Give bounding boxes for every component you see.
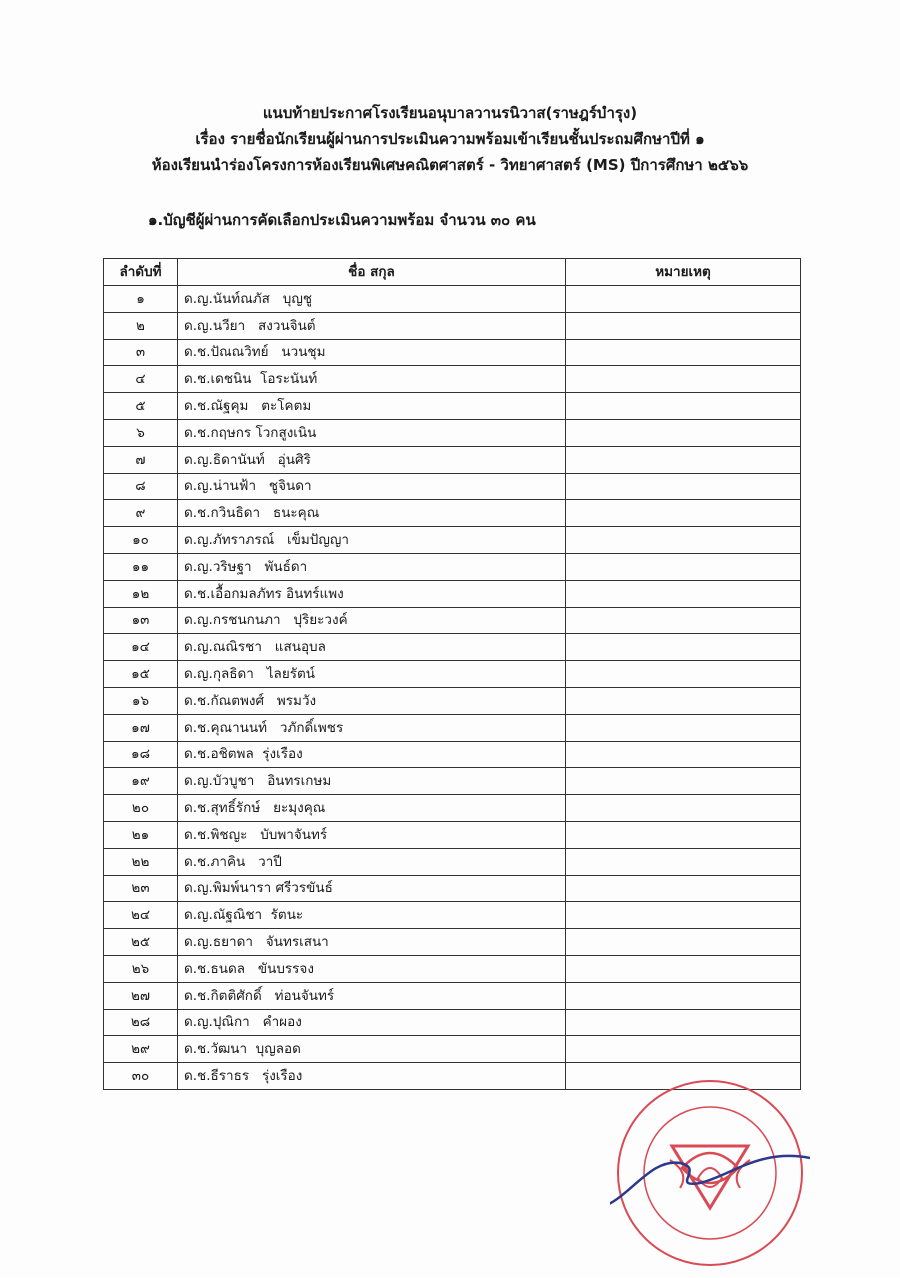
row-number: ๓ — [104, 339, 178, 366]
row-number: ๒๙ — [104, 1036, 178, 1063]
row-number: ๖ — [104, 419, 178, 446]
table-row — [104, 929, 801, 956]
row-number: ๗ — [104, 446, 178, 473]
student-name: ด.ช.พิชญะ บับพาจันทร์ — [178, 821, 566, 848]
row-number: ๑๒ — [104, 580, 178, 607]
student-name: ด.ญ.บัวบูชา อินทรเกษม — [178, 768, 566, 795]
row-remark — [566, 687, 801, 714]
row-remark — [566, 714, 801, 741]
student-name: ด.ญ.น่านฟ้า ชูจินดา — [178, 473, 566, 500]
row-remark — [566, 768, 801, 795]
table-row — [104, 902, 801, 929]
row-remark — [566, 955, 801, 982]
table-row — [104, 580, 801, 607]
student-name: ด.ญ.กุลธิดา ไลยรัตน์ — [178, 661, 566, 688]
row-remark — [566, 393, 801, 420]
row-number: ๒๘ — [104, 1009, 178, 1036]
row-remark — [566, 634, 801, 661]
table-row — [104, 741, 801, 768]
student-name: ด.ญ.กรชนกนภา ปุริยะวงค์ — [178, 607, 566, 634]
student-name: ด.ช.กวินธิดา ธนะคุณ — [178, 500, 566, 527]
student-name: ด.ญ.วริษฐา พันธ์ดา — [178, 553, 566, 580]
row-number: ๙ — [104, 500, 178, 527]
row-remark — [566, 741, 801, 768]
row-number: ๒๗ — [104, 982, 178, 1009]
student-name: ด.ช.สุทธิ์รักษ์ ยะมุงคุณ — [178, 795, 566, 822]
row-number: ๑๘ — [104, 741, 178, 768]
column-header-name: ชื่อ สกุล — [178, 259, 566, 286]
table-row — [104, 393, 801, 420]
row-number: ๑๐ — [104, 527, 178, 554]
row-number: ๔ — [104, 366, 178, 393]
table-row — [104, 875, 801, 902]
table-row — [104, 286, 801, 313]
row-number: ๒๐ — [104, 795, 178, 822]
row-remark — [566, 982, 801, 1009]
row-remark — [566, 902, 801, 929]
table-row — [104, 687, 801, 714]
row-number: ๑๓ — [104, 607, 178, 634]
student-name: ด.ญ.ธิดานันท์ อุ่นศิริ — [178, 446, 566, 473]
student-name: ด.ช.ปัณณวิทย์ นวนชุม — [178, 339, 566, 366]
row-remark — [566, 821, 801, 848]
table-row — [104, 366, 801, 393]
row-remark — [566, 473, 801, 500]
row-remark — [566, 366, 801, 393]
school-seal-icon — [610, 1078, 810, 1278]
row-remark — [566, 795, 801, 822]
student-name: ด.ช.เอื้อกมลภัทร อินทร์แพง — [178, 580, 566, 607]
student-name: ด.ช.วัฒนา บุญลอด — [178, 1036, 566, 1063]
row-remark — [566, 312, 801, 339]
table-row — [104, 527, 801, 554]
column-header-remark: หมายเหตุ — [566, 259, 801, 286]
student-name: ด.ช.คุณานนท์ วภักดิ์เพชร — [178, 714, 566, 741]
table-row — [104, 1036, 801, 1063]
student-name: ด.ช.ณัฐคุม ตะโคตม — [178, 393, 566, 420]
row-remark — [566, 1036, 801, 1063]
row-remark — [566, 661, 801, 688]
table-row — [104, 553, 801, 580]
row-number: ๑๖ — [104, 687, 178, 714]
row-remark — [566, 500, 801, 527]
student-name: ด.ญ.นวียา สงวนจินต์ — [178, 312, 566, 339]
table-row — [104, 607, 801, 634]
table-row — [104, 339, 801, 366]
student-name: ด.ช.กัณตพงศ์ พรมวัง — [178, 687, 566, 714]
row-remark — [566, 419, 801, 446]
student-name: ด.ญ.ภัทราภรณ์ เข็มปัญญา — [178, 527, 566, 554]
column-header-number: ลำดับที่ — [104, 259, 178, 286]
row-number: ๑๔ — [104, 634, 178, 661]
table-row — [104, 419, 801, 446]
row-remark — [566, 580, 801, 607]
row-remark — [566, 446, 801, 473]
student-name: ด.ช.กฤษกร โวกสูงเนิน — [178, 419, 566, 446]
table-row — [104, 1009, 801, 1036]
student-table — [103, 258, 801, 1090]
student-name: ด.ญ.ปุณิกา คำผอง — [178, 1009, 566, 1036]
student-name: ด.ญ.นันท์ณภัส บุญชู — [178, 286, 566, 313]
student-name: ด.ญ.ณณิรชา แสนอุบล — [178, 634, 566, 661]
table-row — [104, 312, 801, 339]
table-header-row — [104, 259, 801, 286]
header-line-3: ห้องเรียนนำร่องโครงการห้องเรียนพิเศษคณิตศาสตร์ - วิทยาศาสตร์ (MS) ปีการศึกษา ๒๕๖๖ — [151, 156, 749, 174]
table-row — [104, 982, 801, 1009]
row-number: ๑๗ — [104, 714, 178, 741]
row-remark — [566, 553, 801, 580]
table-row — [104, 795, 801, 822]
student-name: ด.ช.เดชนิน โอระนันท์ — [178, 366, 566, 393]
row-remark — [566, 527, 801, 554]
student-name: ด.ช.กิตติศักดิ์ ท่อนจันทร์ — [178, 982, 566, 1009]
table-row — [104, 955, 801, 982]
row-remark — [566, 339, 801, 366]
table-row — [104, 634, 801, 661]
row-remark — [566, 607, 801, 634]
row-remark — [566, 1009, 801, 1036]
table-row — [104, 821, 801, 848]
header-line-1: แนบท้ายประกาศโรงเรียนอนุบาลวานรนิวาส(ราษฎร์บำรุง) — [262, 104, 638, 122]
row-number: ๘ — [104, 473, 178, 500]
table-row — [104, 473, 801, 500]
student-name: ด.ญ.ธยาดา จันทรเสนา — [178, 929, 566, 956]
student-name: ด.ญ.พิมพ์นารา ศรีวรขันธ์ — [178, 875, 566, 902]
table-row — [104, 446, 801, 473]
table-row — [104, 848, 801, 875]
row-number: ๑๑ — [104, 553, 178, 580]
row-remark — [566, 875, 801, 902]
table-row — [104, 714, 801, 741]
student-name: ด.ญ.ณัฐณิชา รัตนะ — [178, 902, 566, 929]
table-row — [104, 768, 801, 795]
row-number: ๒๔ — [104, 902, 178, 929]
row-number: ๑ — [104, 286, 178, 313]
row-number: ๒๒ — [104, 848, 178, 875]
document-header — [0, 100, 900, 178]
row-remark — [566, 848, 801, 875]
row-number: ๒ — [104, 312, 178, 339]
section-title: ๑.บัญชีผู้ผ่านการคัดเลือกประเมินความพร้อม จำนวน ๓๐ คน — [148, 211, 536, 229]
row-number: ๕ — [104, 393, 178, 420]
row-number: ๒๓ — [104, 875, 178, 902]
table-row — [104, 500, 801, 527]
row-number: ๒๑ — [104, 821, 178, 848]
row-number: ๒๖ — [104, 955, 178, 982]
student-name: ด.ช.ธนดล ขันบรรจง — [178, 955, 566, 982]
row-number: ๑๙ — [104, 768, 178, 795]
row-remark — [566, 929, 801, 956]
student-name: ด.ช.ภาคิน วาปี — [178, 848, 566, 875]
row-number: ๑๕ — [104, 661, 178, 688]
table-row — [104, 661, 801, 688]
student-name: ด.ช.อชิตพล รุ่งเรือง — [178, 741, 566, 768]
table-body — [104, 286, 801, 1090]
student-name: ด.ช.ธีราธร รุ่งเรือง — [178, 1063, 566, 1090]
row-remark — [566, 286, 801, 313]
row-number: ๒๕ — [104, 929, 178, 956]
row-number: ๓๐ — [104, 1063, 178, 1090]
header-line-2: เรื่อง รายชื่อนักเรียนผู้ผ่านการประเมินความพร้อมเข้าเรียนชั้นประถมศึกษาปีที่ ๑ — [195, 130, 705, 148]
